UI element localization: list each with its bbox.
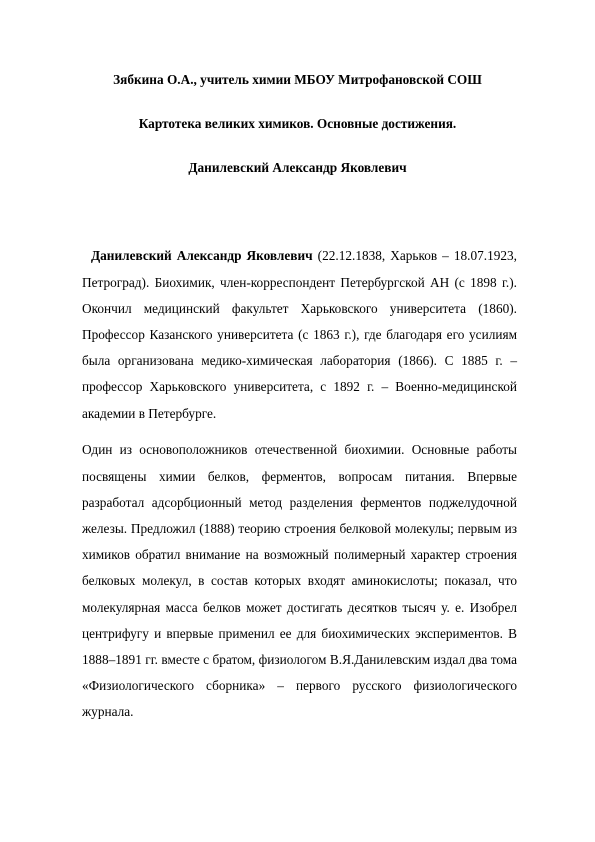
- lead-name: Данилевский Александр Яковлевич: [91, 248, 313, 264]
- achievements-paragraph: Один из основоположников отечественной биохимии. Основные работы посвящены химии белков, ферментов, вопросам питания. Впервые разработал адсорбционный метод разделения ферментов поджелудочной железы. Предложил (1888) теорию строения белковой молекулы; первым из химиков обратил внимание на возможный полимерный характер строения белковых молекул, в состав которых входят аминокислоты; показал, что молекулярная масса белков может достигать десятков тысяч у. е. Изобрел центрифугу и впервые применил ее для биохимических экспериментов. В 1888–1891 гг. вместе с братом, физиологом В.Я.Данилевским издал два тома «Физиологического сборника» – первого русского физиологического журнала.: [82, 442, 517, 720]
- biography-paragraph: [82, 243, 517, 426]
- scientist-name-heading: Данилевский Александр Яковлевич: [188, 160, 407, 175]
- series-title: Картотека великих химиков. Основные достижения.: [138, 116, 457, 131]
- author-line: Зябкина О.А., учитель химии МБОУ Митрофановской СОШ: [113, 72, 482, 87]
- biography-text: (22.12.1838, Харьков – 18.07.1923, Петроград). Биохимик, член-корреспондент Петербургской АН (с 1898 г.). Окончил медицинский факультет Харьковского университета (1860). Профессор Казанского университета (с 1863 г.), где благодаря его усилиям была организована медико-химическая лаборатория (1866). С 1885 г. – профессор Харьковского университета, с 1892 г. – Военно-медицинской академии в Петербурге.: [82, 248, 518, 421]
